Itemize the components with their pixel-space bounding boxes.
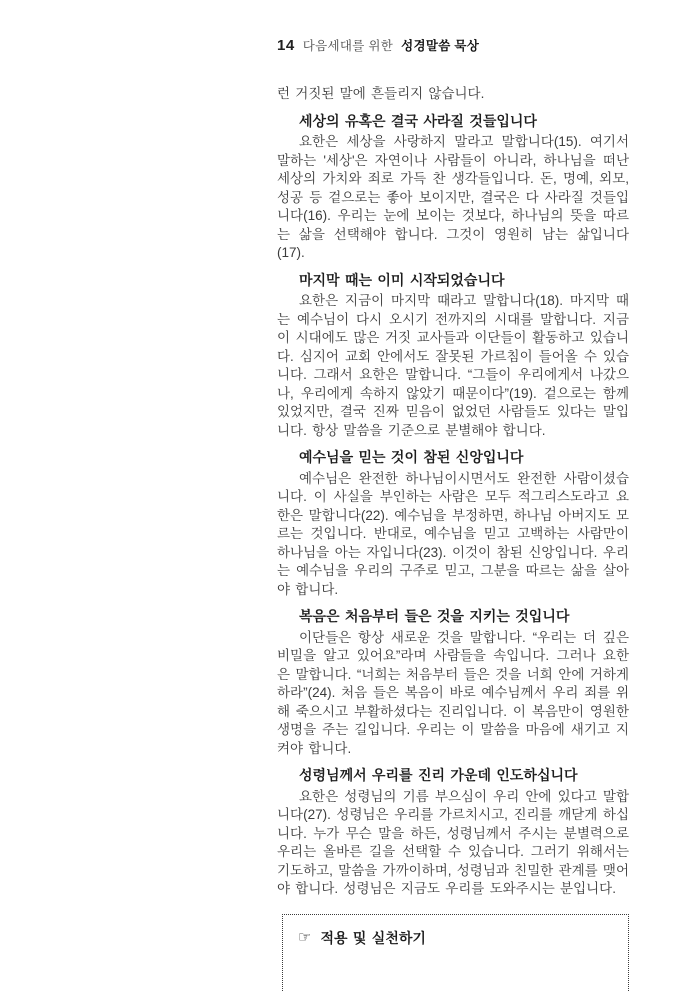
running-head bbox=[277, 36, 629, 54]
page-body bbox=[277, 85, 629, 992]
section-paragraph: 요한은 성령님의 기름 부으심이 우리 안에 있다고 말합니다(27). 성령님은 우리를 가르치시고, 진리를 깨닫게 하십니다. 누가 무슨 말을 하든, 성령님께서 주시는 분별력으로 우리는 올바른 길을 선택할 수 있습니다. 그러기 위해서는 기도하고, 말씀을 가까이하며, 성령님과 친밀한 관계를 맺어야 합니다. 성령님은 지금도 우리를 도와주시는 분입니다. bbox=[277, 788, 629, 896]
section-heading: 복음은 처음부터 들은 것을 지키는 것입니다 bbox=[299, 608, 570, 624]
series-subtitle: 다음세대를 위한 bbox=[302, 39, 394, 53]
section-last-hour bbox=[277, 271, 629, 441]
section-paragraph: 예수님은 완전한 하나님이시면서도 완전한 사람이셨습니다. 이 사실을 부인하는 사람은 모두 적그리스도라고 요한은 말합니다(22). 예수님을 부정하면, 하나님 아버지도 모르는 것입니다. 반대로, 예수님을 믿고 고백하는 사람만이 하나님을 아는 자입니다(23). 이것이 참된 신앙입니다. 우리는 예수님을 우리의 구주로 믿고, 그분을 따르는 삶을 살아야 합니다. bbox=[277, 470, 629, 597]
application-box-header bbox=[298, 928, 616, 948]
section-paragraph: 요한은 지금이 마지막 때라고 말합니다(18). 마지막 때는 예수님이 다시 오시기 전까지의 시대를 말합니다. 지금 이 시대에도 많은 거짓 교사들과 이단들이 활동하고 있습니다. 심지어 교회 안에서도 잘못된 가르침이 들어올 수 있습니다. 그래서 요한은 말합니다. “그들이 우리에게서 나갔으나, 우리에게 속하지 않았기 때문이다”(19). 겉으로는 함께 있었지만, 결국 진짜 믿음이 없었던 사람들도 있다는 말입니다. 항상 말씀을 기준으로 분별해야 합니다. bbox=[277, 293, 629, 438]
section-true-faith bbox=[277, 448, 629, 599]
page-number: 14 bbox=[277, 37, 295, 54]
section-holy-spirit bbox=[277, 766, 629, 899]
section-paragraph: 요한은 세상을 사랑하지 말라고 말합니다(15). 여기서 말하는 '세상'은 자연이나 사람들이 아니라, 하나님을 떠난 세상의 가치와 죄로 가득 찬 생각들입니다. 돈, 명예, 외모, 성공 등 겉으로는 좋아 보이지만, 결국은 다 사라질 것들입니다(16). 우리는 눈에 보이는 것보다, 하나님의 뜻을 따르는 삶을 선택해야 합니다. 그것이 영원히 남는 삶입니다(17). bbox=[277, 134, 629, 260]
pointing-finger-icon: ☞ bbox=[298, 929, 312, 946]
text-column bbox=[277, 36, 629, 992]
section-heading: 예수님을 믿는 것이 참된 신앙입니다 bbox=[299, 449, 524, 465]
section-paragraph: 이단들은 항상 새로운 것을 말합니다. “우리는 더 깊은 비밀을 알고 있어요”라며 사람들을 속입니다. 그러나 요한은 말합니다. “너희는 처음부터 들은 것을 너희 안에 거하게 하라”(24). 처음 들은 복음이 바로 예수님께서 우리 죄를 위해 죽으시고 부활하셨다는 진리입니다. 이 복음만이 영원한 생명을 주는 길입니다. 우리는 이 말씀을 마음에 새기고 지켜야 합니다. bbox=[277, 629, 629, 756]
application-box-title: 적용 및 실천하기 bbox=[320, 929, 426, 946]
intro-paragraph: 런 거짓된 말에 흔들리지 않습니다. bbox=[277, 86, 485, 101]
section-world-temptation bbox=[277, 112, 629, 263]
section-heading: 세상의 유혹은 결국 사라질 것들입니다 bbox=[299, 112, 537, 129]
section-keep-gospel bbox=[277, 607, 629, 758]
application-box bbox=[282, 914, 629, 992]
series-title: 성경말씀 묵상 bbox=[401, 39, 480, 53]
section-heading: 마지막 때는 이미 시작되었습니다 bbox=[299, 271, 505, 288]
section-heading: 성령님께서 우리를 진리 가운데 인도하십니다 bbox=[299, 767, 578, 783]
